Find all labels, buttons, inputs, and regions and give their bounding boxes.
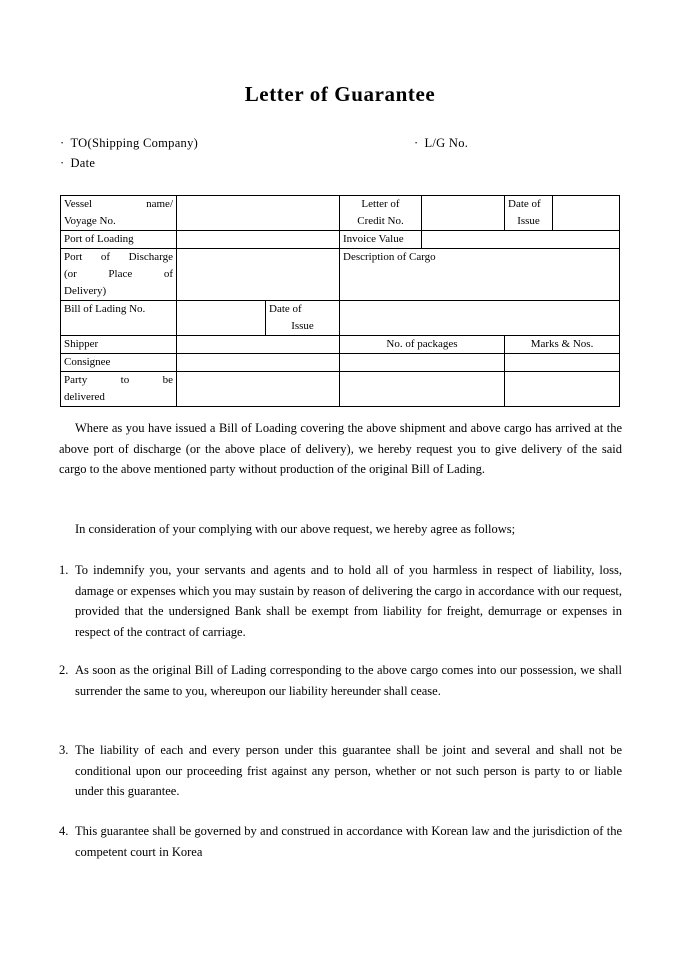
consignee-label-cell: Consignee <box>61 354 177 372</box>
discharge-label-cell: Port of Discharge (or Place of Delivery) <box>61 249 177 301</box>
bl-number-label-cell: Bill of Lading No. <box>61 301 177 336</box>
clause-item: 3. The liability of each and every person under this guarantee shall be joint and several and shall not be conditional upon our proceeding frist against any person, whether or not such person is party to or liable under this guarantee. <box>59 743 622 798</box>
discharge-value-cell <box>177 249 340 301</box>
party-label-cell: Party to be delivered <box>61 372 177 407</box>
credit-value-cell <box>422 196 505 231</box>
bullet: · <box>414 136 419 150</box>
consignee-value-cell <box>177 354 340 372</box>
issue-date-label-cell: Date of Issue <box>505 196 553 231</box>
request-paragraph: Where as you have issued a Bill of Loading covering the above shipment and above cargo has arrived at the above port of discharge (or the above place of delivery), we hereby request you to give delivery of the said cargo to the above mentioned party without production of the original Bill of Lading. <box>59 421 622 476</box>
marks-header-cell: Marks & Nos. <box>505 336 620 354</box>
date-field <box>60 156 95 171</box>
clause-item: 1. To indemnify you, your servants and agents and to hold all of you harmless in respect of liability, loss, damage or expenses which you may sustain by reason of delivering the cargo in accordance with our request, provided that the undersigned Bank shall be exempt from liability for freight, demurrage or expenses in respect of the contract of carriage. <box>59 563 622 639</box>
bl-date-label-cell: Date of Issue <box>266 301 340 336</box>
shipper-value-cell <box>177 336 340 354</box>
marks-value-cell <box>505 354 620 372</box>
to-label: TO(Shipping Company) <box>70 136 199 150</box>
consideration-paragraph: In consideration of your complying with our above request, we hereby agree as follows; <box>75 522 516 536</box>
clause-item: 4. This guarantee shall be governed by and construed in accordance with Korean law and the jurisdiction of the competent court in Korea <box>59 824 622 859</box>
issue-date-value-cell <box>553 196 620 231</box>
party-value-cell <box>177 372 340 407</box>
table-row <box>61 231 620 249</box>
packages-header-cell: No. of packages <box>340 336 505 354</box>
shipper-label-cell: Shipper <box>61 336 177 354</box>
table-row <box>61 301 620 336</box>
bl-date-value-cell <box>340 301 620 336</box>
description-cell: Description of Cargo <box>340 249 620 301</box>
date-label: Date <box>70 156 96 170</box>
lg-number-field <box>414 136 468 151</box>
party-packages-cell <box>340 372 505 407</box>
port-loading-value-cell <box>177 231 340 249</box>
credit-label-cell: Letter of Credit No. <box>340 196 422 231</box>
document-title: Letter of Guarantee <box>244 82 436 106</box>
vessel-value-cell <box>177 196 340 231</box>
bullet: · <box>60 136 65 150</box>
table-row <box>61 372 620 407</box>
party-marks-cell <box>505 372 620 407</box>
bl-number-value-cell <box>177 301 266 336</box>
vessel-label-cell: Vessel name/ Voyage No. <box>61 196 177 231</box>
table-row <box>61 336 620 354</box>
bullet: · <box>60 156 65 170</box>
table-row <box>61 354 620 372</box>
cargo-details-table <box>60 195 620 407</box>
port-loading-label-cell: Port of Loading <box>61 231 177 249</box>
to-field <box>60 136 198 151</box>
table-row <box>61 249 620 301</box>
table-row <box>61 196 620 231</box>
packages-value-cell <box>340 354 505 372</box>
lg-label: L/G No. <box>424 136 469 150</box>
clause-item: 2. As soon as the original Bill of Lading corresponding to the above cargo comes into our possession, we shall surrender the same to you, whereupon our liability hereunder shall cease. <box>59 663 622 698</box>
invoice-value-cell <box>422 231 620 249</box>
invoice-label-cell: Invoice Value <box>340 231 422 249</box>
